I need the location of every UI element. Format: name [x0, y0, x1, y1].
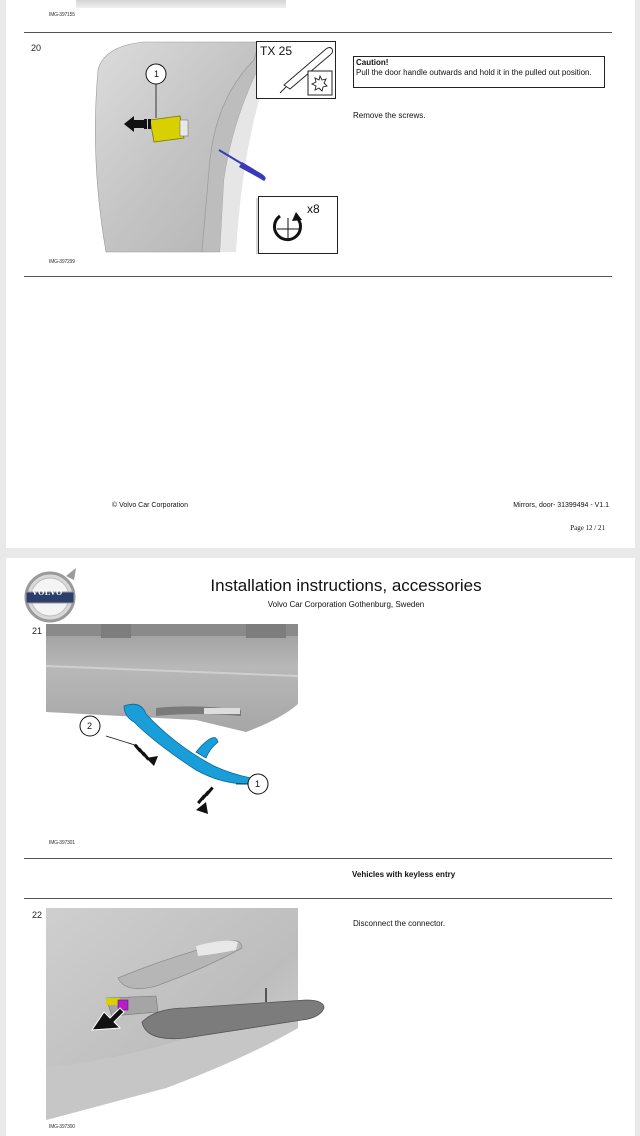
step-number: 21: [32, 626, 43, 636]
callout-number: 1: [255, 779, 261, 789]
logo-wordmark: VOLVO: [32, 588, 63, 597]
divider: [24, 32, 612, 33]
screw-quantity-box: [258, 196, 338, 254]
document-page-12: [6, 0, 635, 548]
caution-title: Caution!: [356, 58, 389, 67]
image-id-label: IMG-397299: [49, 259, 75, 265]
caution-text: Pull the door handle outwards and hold it in the pulled out position.: [356, 68, 592, 77]
step-number: 20: [31, 43, 42, 53]
tool-label: TX 25: [260, 44, 293, 58]
screw-multiplier: x8: [307, 202, 320, 216]
step-number: 22: [32, 910, 43, 920]
callout-number: 1: [154, 69, 160, 79]
document-title: Installation instructions, accessories: [210, 576, 482, 595]
image-id-label: IMG-397155: [49, 12, 75, 18]
footer-copyright: © Volvo Car Corporation: [112, 502, 188, 509]
divider: [24, 898, 612, 899]
page-number: Page 12 / 21: [570, 524, 605, 532]
image-id-label: IMG-397300: [49, 1124, 75, 1130]
step-instruction: Disconnect the connector.: [353, 919, 446, 928]
caution-box: [353, 56, 605, 88]
section-heading: Vehicles with keyless entry: [352, 870, 456, 879]
step-instruction: Remove the screws.: [353, 111, 426, 120]
footer-document-reference: Mirrors, door- 31399494 - V1.1: [513, 502, 609, 509]
document-subtitle: Volvo Car Corporation Gothenburg, Sweden: [267, 600, 425, 609]
divider: [24, 276, 612, 277]
image-id-label: IMG-397301: [49, 840, 75, 846]
document-page-13: [6, 558, 635, 1136]
previous-figure-remnant: [76, 0, 286, 8]
divider: [24, 858, 612, 859]
callout-number: 2: [87, 721, 93, 731]
step-22-illustration: [46, 908, 326, 1120]
